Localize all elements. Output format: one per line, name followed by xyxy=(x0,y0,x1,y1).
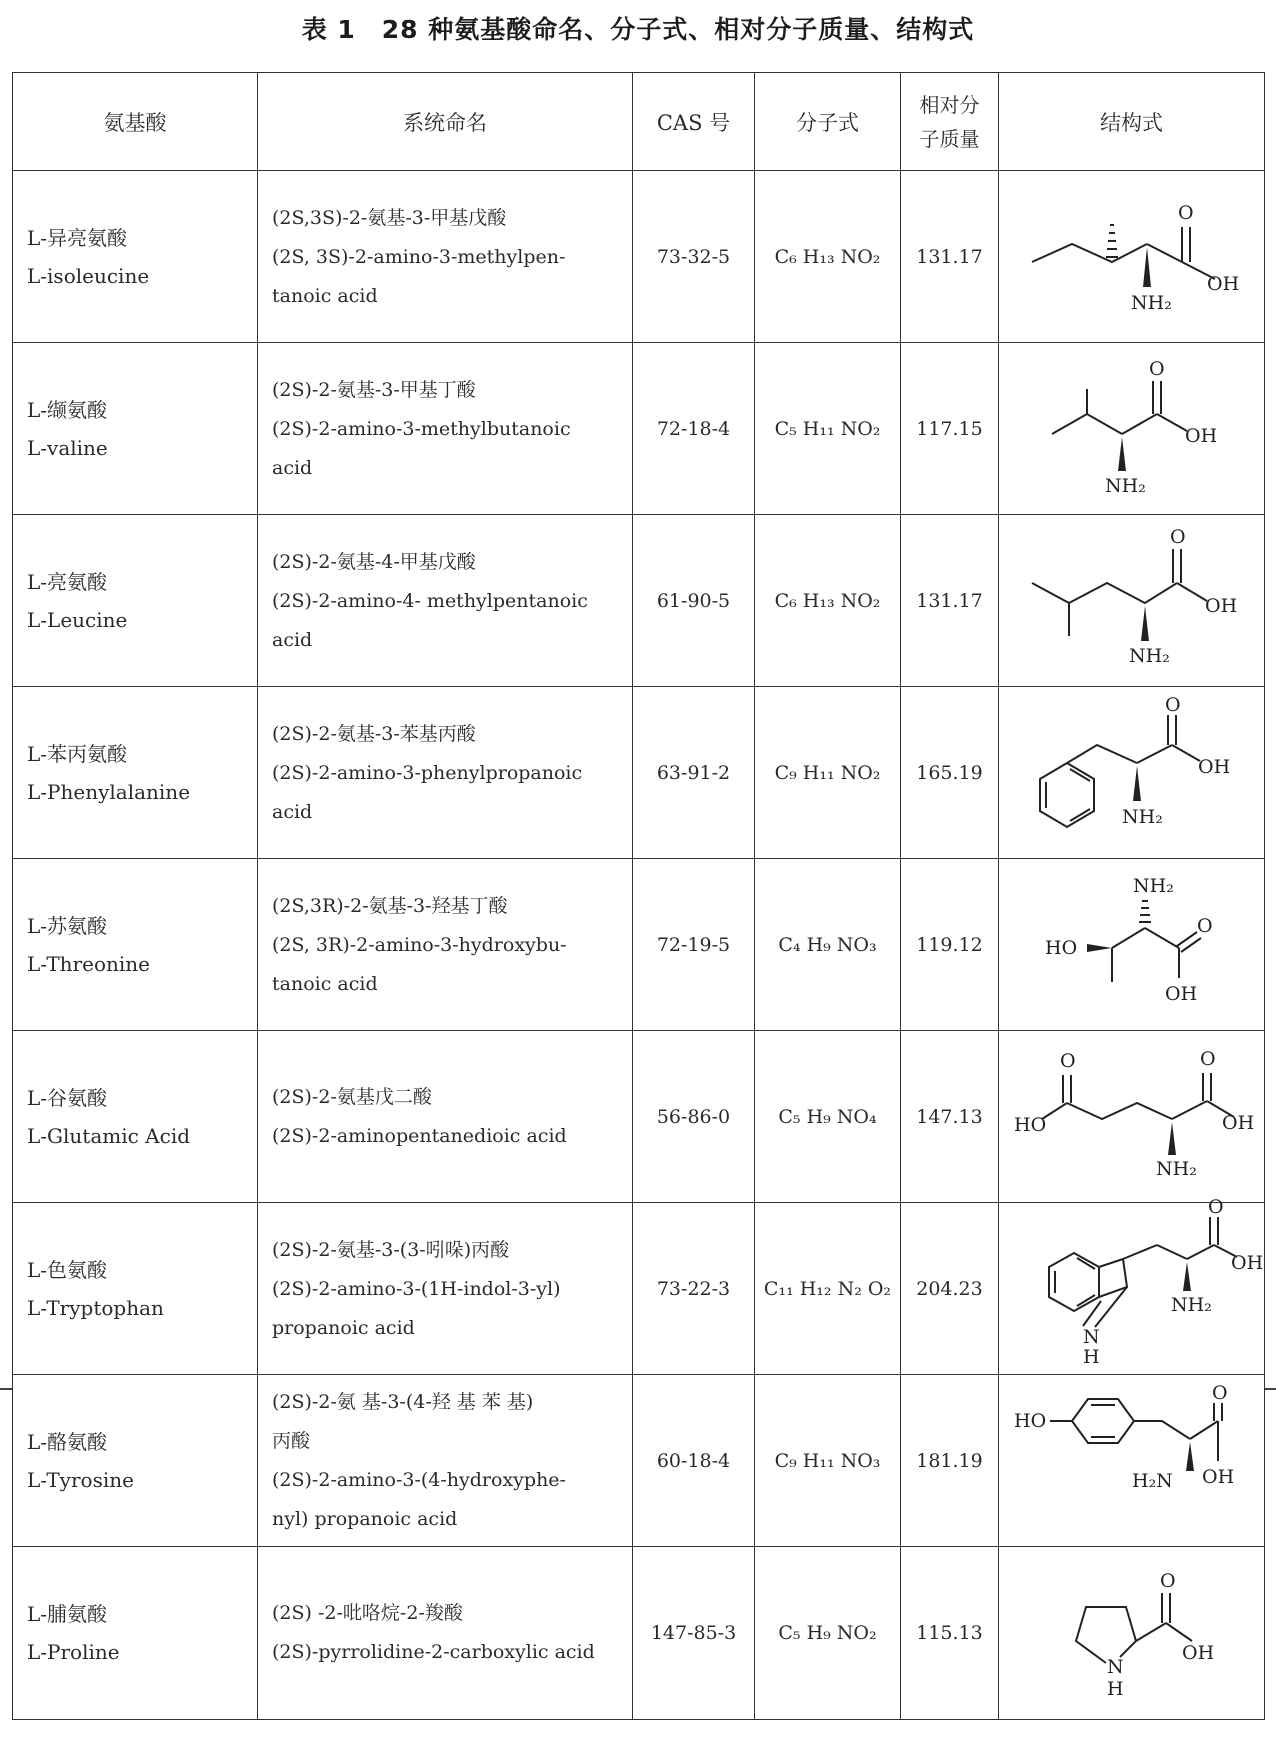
oxygen-label: O xyxy=(1196,915,1213,937)
oxygen-label: O xyxy=(1208,1196,1224,1218)
system-name-line: (2S, 3R)-2-amino-3-hydroxybu- xyxy=(272,933,567,956)
table-row xyxy=(12,170,1265,343)
hydroxyl-label: OH xyxy=(1181,1642,1214,1664)
cas-number: 72-18-4 xyxy=(632,343,754,515)
amino-label: NH₂ xyxy=(1130,292,1172,314)
system-name-line: (2S)-pyrrolidine-2-carboxylic acid xyxy=(272,1641,595,1663)
molecular-formula: C₆ H₁₃ NO₂ xyxy=(754,515,900,687)
oxygen-label: O xyxy=(1177,202,1194,224)
system-name-line: (2S)-2-amino-4- methylpentanoic xyxy=(272,589,588,612)
phenylalanine-structure xyxy=(1012,694,1252,843)
molecular-weight: 181.19 xyxy=(900,1375,998,1547)
proline-structure xyxy=(1032,1563,1232,1703)
table-title: 表 1 28 种氨基酸命名、分子式、相对分子质量、结构式 xyxy=(301,15,975,44)
oxygen-label: O xyxy=(1199,1048,1216,1070)
leucine-structure xyxy=(1027,526,1237,671)
nitrogen-label: N xyxy=(1106,1656,1124,1678)
oxygen-label: O xyxy=(1159,1570,1176,1592)
amino-acid-en: L-Proline xyxy=(27,1640,120,1664)
system-name-line: 丙酸 xyxy=(272,1430,311,1452)
header-mw-line2: 子质量 xyxy=(919,127,980,151)
hydroxyl-left-label: HO xyxy=(1013,1114,1046,1136)
oxygen-label: O xyxy=(1211,1382,1228,1404)
hydroxyl-label: OH xyxy=(1221,1112,1254,1134)
isoleucine-structure xyxy=(1027,187,1237,327)
amino-acid-en: L-Leucine xyxy=(27,608,128,632)
system-name-line: (2S)-2-amino-3-(1H-indol-3-yl) xyxy=(272,1277,561,1300)
tryptophan-structure xyxy=(1009,1196,1264,1369)
molecular-formula: C₅ H₁₁ NO₂ xyxy=(754,343,900,515)
cas-number: 63-91-2 xyxy=(632,687,754,859)
system-name-line: (2S) -2-吡咯烷-2-羧酸 xyxy=(272,1602,463,1624)
system-name-line: acid xyxy=(272,456,313,479)
system-name-line: (2S)-2-aminopentanedioic acid xyxy=(272,1125,567,1147)
table-row xyxy=(12,514,1265,687)
hydroxyl-label: OH xyxy=(1197,756,1230,778)
table-row xyxy=(12,1030,1265,1203)
system-name-line: tanoic acid xyxy=(272,972,378,995)
molecular-weight: 117.15 xyxy=(900,343,998,515)
amino-acid-en: L-Glutamic Acid xyxy=(27,1124,191,1148)
page-divider-left xyxy=(0,1388,12,1390)
molecular-weight: 204.23 xyxy=(900,1203,998,1375)
tyrosine-structure xyxy=(1012,1382,1252,1531)
system-name-line: (2S)-2-氨 基-3-(4-羟 基 苯 基) xyxy=(272,1391,534,1413)
hydroxyl-left-label: HO xyxy=(1013,1410,1046,1432)
system-name-line: tanoic acid xyxy=(272,284,378,307)
header-system-name: 系统命名 xyxy=(257,73,632,171)
system-name-line: propanoic acid xyxy=(272,1316,415,1339)
hydrogen-label: H xyxy=(1106,1678,1124,1700)
acid-hydroxyl-label: OH xyxy=(1164,983,1197,1005)
cas-number: 60-18-4 xyxy=(632,1375,754,1547)
hydroxyl-label: OH xyxy=(1201,1466,1234,1488)
cas-number: 56-86-0 xyxy=(632,1031,754,1203)
cas-number: 73-22-3 xyxy=(632,1203,754,1375)
amino-label: NH₂ xyxy=(1104,475,1146,497)
amino-label: H₂N xyxy=(1131,1470,1173,1492)
table-row xyxy=(12,1196,1265,1375)
amino-acid-en: L-valine xyxy=(27,436,108,460)
system-name-line: (2S)-2-氨基-3-(3-吲哚)丙酸 xyxy=(272,1238,510,1261)
oxygen-label: O xyxy=(1169,526,1186,548)
table-row xyxy=(12,342,1265,515)
amino-label: NH₂ xyxy=(1171,1294,1212,1316)
header-amino-acid: 氨基酸 xyxy=(12,73,257,171)
amino-acid-en: L-Threonine xyxy=(27,952,150,976)
amino-acid-cn: L-脯氨酸 xyxy=(27,1602,108,1626)
molecular-weight: 147.13 xyxy=(900,1031,998,1203)
amino-acid-cn: L-酪氨酸 xyxy=(27,1430,108,1454)
amino-acid-cn: L-色氨酸 xyxy=(27,1258,108,1282)
amino-acid-cn: L-亮氨酸 xyxy=(27,570,108,594)
oxygen-label: O xyxy=(1148,358,1165,380)
system-name-line: (2S,3R)-2-氨基-3-羟基丁酸 xyxy=(272,894,508,917)
system-name-line: (2S)-2-amino-3-phenylpropanoic xyxy=(272,761,583,784)
system-name-line: (2S, 3S)-2-amino-3-methylpen- xyxy=(272,245,566,268)
table-row xyxy=(12,1546,1265,1720)
molecular-weight: 131.17 xyxy=(900,515,998,687)
header-cas: CAS 号 xyxy=(632,73,754,171)
table-header-row xyxy=(12,72,1265,171)
molecular-formula: C₁₁ H₁₂ N₂ O₂ xyxy=(754,1203,900,1375)
amino-acid-cn: L-谷氨酸 xyxy=(27,1086,108,1110)
hydroxyl-label: OH xyxy=(1204,595,1237,617)
page-divider-right xyxy=(1265,1388,1276,1390)
molecular-weight: 165.19 xyxy=(900,687,998,859)
amino-acid-cn: L-异亮氨酸 xyxy=(27,226,128,250)
header-formula: 分子式 xyxy=(754,73,900,171)
cas-number: 73-32-5 xyxy=(632,171,754,343)
molecular-weight: 115.13 xyxy=(900,1547,998,1719)
nitrogen-label: N xyxy=(1083,1326,1100,1348)
molecular-weight: 119.12 xyxy=(900,859,998,1031)
glutamic-acid-structure xyxy=(1012,1047,1252,1187)
table-row xyxy=(12,858,1265,1031)
cas-number: 147-85-3 xyxy=(632,1547,754,1719)
system-name-line: nyl) propanoic acid xyxy=(272,1508,458,1530)
header-mw-line1: 相对分 xyxy=(919,93,980,117)
table-row xyxy=(12,1374,1265,1547)
system-name-line: acid xyxy=(272,628,313,651)
amino-acid-en: L-Tryptophan xyxy=(27,1296,164,1320)
amino-acid-cn: L-苏氨酸 xyxy=(27,914,108,938)
oxygen-label: O xyxy=(1059,1050,1076,1072)
header-molecular-weight xyxy=(900,73,998,171)
amino-acid-en: L-isoleucine xyxy=(27,264,150,288)
system-name-line: (2S)-2-氨基戊二酸 xyxy=(272,1086,432,1108)
cas-number: 61-90-5 xyxy=(632,515,754,687)
molecular-formula: C₉ H₁₁ NO₃ xyxy=(754,1375,900,1547)
system-name-line: (2S)-2-氨基-4-甲基戊酸 xyxy=(272,550,476,573)
hydroxyl-label: HO xyxy=(1044,937,1077,959)
amino-acid-cn: L-苯丙氨酸 xyxy=(27,742,128,766)
system-name-line: (2S)-2-氨基-3-苯基丙酸 xyxy=(272,722,476,745)
amino-label: NH₂ xyxy=(1132,875,1174,897)
system-name-line: (2S)-2-amino-3-methylbutanoic xyxy=(272,417,571,440)
system-name-line: acid xyxy=(272,800,313,823)
molecular-formula: C₄ H₉ NO₃ xyxy=(754,859,900,1031)
system-name-line: (2S)-2-氨基-3-甲基丁酸 xyxy=(272,378,476,401)
amino-label: NH₂ xyxy=(1128,645,1170,667)
cas-number: 72-19-5 xyxy=(632,859,754,1031)
molecular-weight: 131.17 xyxy=(900,171,998,343)
oxygen-label: O xyxy=(1164,694,1181,716)
amino-label: NH₂ xyxy=(1155,1158,1197,1180)
amino-label: NH₂ xyxy=(1121,806,1163,828)
molecular-formula: C₅ H₉ NO₄ xyxy=(754,1031,900,1203)
hydrogen-label: H xyxy=(1083,1346,1100,1368)
threonine-structure xyxy=(1027,870,1237,1020)
system-name-line: (2S)-2-amino-3-(4-hydroxyphe- xyxy=(272,1469,566,1491)
molecular-formula: C₉ H₁₁ NO₂ xyxy=(754,687,900,859)
hydroxyl-label: OH xyxy=(1231,1252,1264,1274)
molecular-formula: C₅ H₉ NO₂ xyxy=(754,1547,900,1719)
header-structure: 结构式 xyxy=(998,73,1265,171)
valine-structure xyxy=(1027,359,1237,499)
system-name-line: (2S,3S)-2-氨基-3-甲基戊酸 xyxy=(272,206,507,229)
amino-acid-cn: L-缬氨酸 xyxy=(27,398,108,422)
table-row xyxy=(12,686,1265,859)
molecular-formula: C₆ H₁₃ NO₂ xyxy=(754,171,900,343)
amino-acid-en: L-Tyrosine xyxy=(27,1468,134,1492)
hydroxyl-label: OH xyxy=(1206,273,1239,295)
hydroxyl-label: OH xyxy=(1184,425,1217,447)
amino-acid-en: L-Phenylalanine xyxy=(27,780,191,804)
